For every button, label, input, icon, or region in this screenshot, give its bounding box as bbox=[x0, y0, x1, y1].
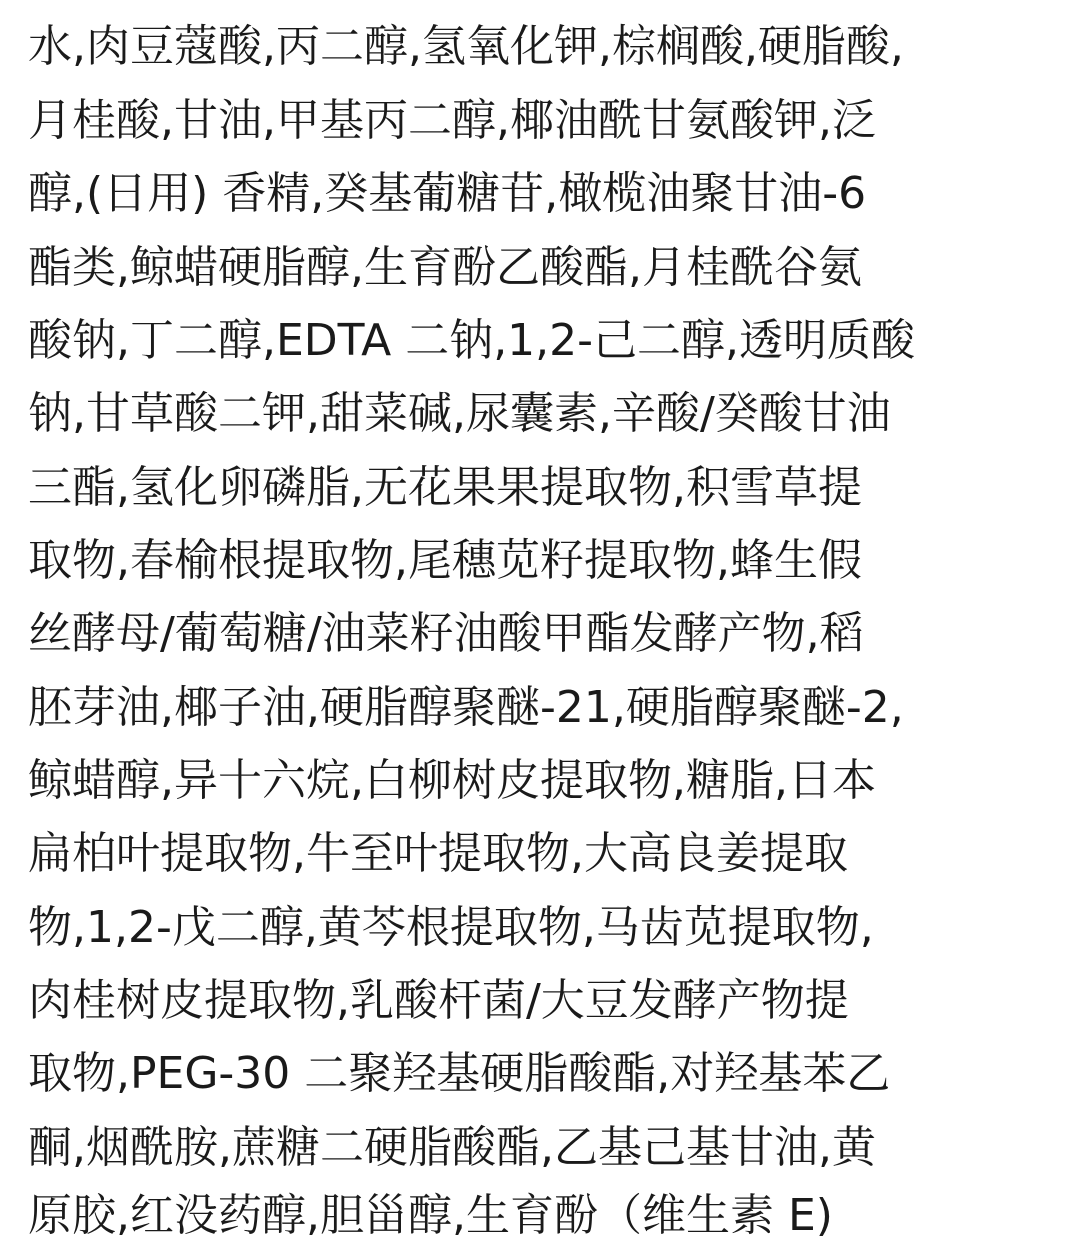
ingredient-line-14: 肉桂树皮提取物,乳酸杆菌/大豆发酵产物提 bbox=[28, 975, 849, 1026]
ingredient-line-3: 醇,(日用) 香精,癸基葡糖苷,橄榄油聚甘油-6 bbox=[28, 168, 867, 219]
ingredient-line-7: 三酯,氢化卵磷脂,无花果果提取物,积雪草提 bbox=[28, 462, 862, 513]
ingredient-line-17: 原胶,红没药醇,胆甾醇,生育酚（维生素 E) bbox=[28, 1190, 833, 1241]
ingredient-line-5: 酸钠,丁二醇,EDTA 二钠,1,2-己二醇,透明质酸 bbox=[28, 315, 916, 366]
ingredient-line-15: 取物,PEG-30 二聚羟基硬脂酸酯,对羟基苯乙 bbox=[28, 1048, 891, 1099]
ingredient-line-6: 钠,甘草酸二钾,甜菜碱,尿囊素,辛酸/癸酸甘油 bbox=[28, 388, 891, 439]
ingredient-line-1: 水,肉豆蔻酸,丙二醇,氢氧化钾,棕榈酸,硬脂酸, bbox=[28, 21, 904, 72]
ingredient-line-12: 扁柏叶提取物,牛至叶提取物,大高良姜提取 bbox=[28, 828, 848, 879]
ingredient-line-9: 丝酵母/葡萄糖/油菜籽油酸甲酯发酵产物,稻 bbox=[28, 608, 864, 659]
ingredient-line-10: 胚芽油,椰子油,硬脂醇聚醚-21,硬脂醇聚醚-2, bbox=[28, 682, 904, 733]
ingredient-line-11: 鲸蜡醇,异十六烷,白柳树皮提取物,糖脂,日本 bbox=[28, 755, 876, 806]
ingredient-line-4: 酯类,鲸蜡硬脂醇,生育酚乙酸酯,月桂酰谷氨 bbox=[28, 242, 862, 293]
ingredient-line-8: 取物,春榆根提取物,尾穗苋籽提取物,蜂生假 bbox=[28, 535, 862, 586]
ingredient-line-16: 酮,烟酰胺,蔗糖二硬脂酸酯,乙基己基甘油,黄 bbox=[28, 1122, 876, 1173]
ingredient-line-2: 月桂酸,甘油,甲基丙二醇,椰油酰甘氨酸钾,泛 bbox=[28, 95, 876, 146]
ingredient-line-13: 物,1,2-戊二醇,黄芩根提取物,马齿苋提取物, bbox=[28, 902, 874, 953]
